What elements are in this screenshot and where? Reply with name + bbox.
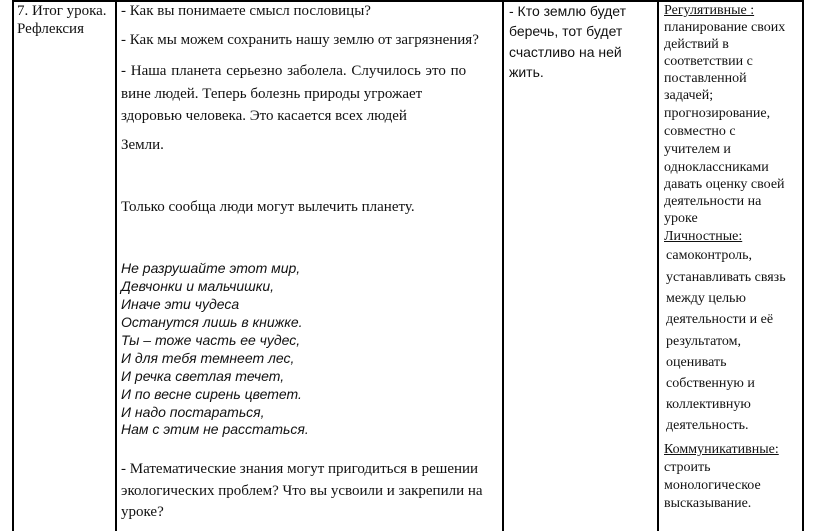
poem-line: Ты – тоже часть ее чудес,: [121, 332, 301, 348]
poem-line: И по весне сирень цветет.: [121, 386, 302, 402]
math-question-line: уроке?: [121, 504, 164, 520]
personal-line: результатом,: [666, 334, 742, 349]
personal-line: между целью: [666, 291, 746, 306]
planet-paragraph-line: вине людей. Теперь болезнь природы угрожает: [121, 86, 423, 102]
communicative-line: высказывание.: [664, 496, 752, 511]
regulatory-line: планирование своих: [664, 20, 786, 35]
table-border-col3: [502, 0, 504, 531]
student-answer-line: жить.: [509, 64, 544, 80]
poem-line: И надо постараться,: [121, 404, 265, 420]
personal-line: собственную и: [666, 376, 755, 391]
personal-line: самоконтроль,: [666, 248, 753, 263]
math-question-line: - Математические знания могут пригодиться в решении: [121, 461, 479, 477]
table-border-right: [802, 0, 804, 531]
stage-title-line2: Рефлексия: [17, 21, 84, 37]
regulatory-line: задачей;: [664, 88, 714, 103]
personal-line: оценивать: [666, 355, 727, 370]
stage-title-line1: 7. Итог урока.: [17, 3, 107, 19]
table-border-col2: [115, 0, 117, 531]
regulatory-line: давать оценку своей: [664, 177, 785, 192]
communicative-line: монологическое: [664, 478, 761, 493]
poem-line: И речка светлая течет,: [121, 368, 285, 384]
regulatory-line: учителем и: [664, 142, 731, 157]
regulatory-line: одноклассниками: [664, 160, 769, 175]
regulatory-line: действий в: [664, 37, 729, 52]
poem-line: Не разрушайте этот мир,: [121, 260, 301, 276]
personal-heading: Личностные:: [664, 229, 743, 244]
math-question-line: экологических проблем? Что вы усвоили и закрепили на: [121, 483, 483, 499]
question-proverb: - Как вы понимаете смысл пословицы?: [121, 3, 371, 19]
student-answer-line: счастливо на ней: [509, 44, 622, 60]
poem-line: Нам с этим не расстаться.: [121, 421, 309, 437]
personal-line: деятельности и её: [666, 312, 774, 327]
table-border-left: [12, 0, 14, 531]
planet-paragraph-line: - Наша планета серьезно заболела. Случилось это по: [121, 63, 467, 79]
personal-line: коллективную: [666, 397, 751, 412]
regulatory-line: соответствии с: [664, 54, 753, 69]
regulatory-line: уроке: [664, 211, 698, 226]
regulatory-line: совместно с: [664, 124, 736, 139]
personal-line: деятельность.: [666, 418, 749, 433]
communicative-heading: Коммуникативные:: [664, 442, 779, 457]
regulatory-heading: Регулятивные :: [664, 3, 755, 18]
question-protect-earth: - Как мы можем сохранить нашу землю от загрязнения?: [121, 32, 479, 48]
student-answer-line: беречь, тот будет: [509, 23, 623, 39]
communicative-line: строить: [664, 460, 711, 475]
personal-line: устанавливать связь: [666, 270, 786, 285]
planet-paragraph-line: здоровью человека. Это касается всех людей: [121, 108, 407, 124]
poem-line: Девчонки и мальчишки,: [121, 278, 275, 294]
table-border-col4: [657, 0, 659, 531]
poem-line: И для тебя темнеет лес,: [121, 350, 295, 366]
regulatory-line: поставленной: [664, 71, 747, 86]
regulatory-line: деятельности на: [664, 194, 762, 209]
together-statement: Только сообща люди могут вылечить планету.: [121, 199, 415, 215]
table-top-border: [12, 0, 802, 2]
poem-line: Останутся лишь в книжке.: [121, 314, 303, 330]
poem-line: Иначе эти чудеса: [121, 296, 240, 312]
planet-paragraph-line: Земли.: [121, 137, 164, 153]
student-answer-line: - Кто землю будет: [509, 3, 627, 19]
regulatory-line: прогнозирование,: [664, 106, 771, 121]
